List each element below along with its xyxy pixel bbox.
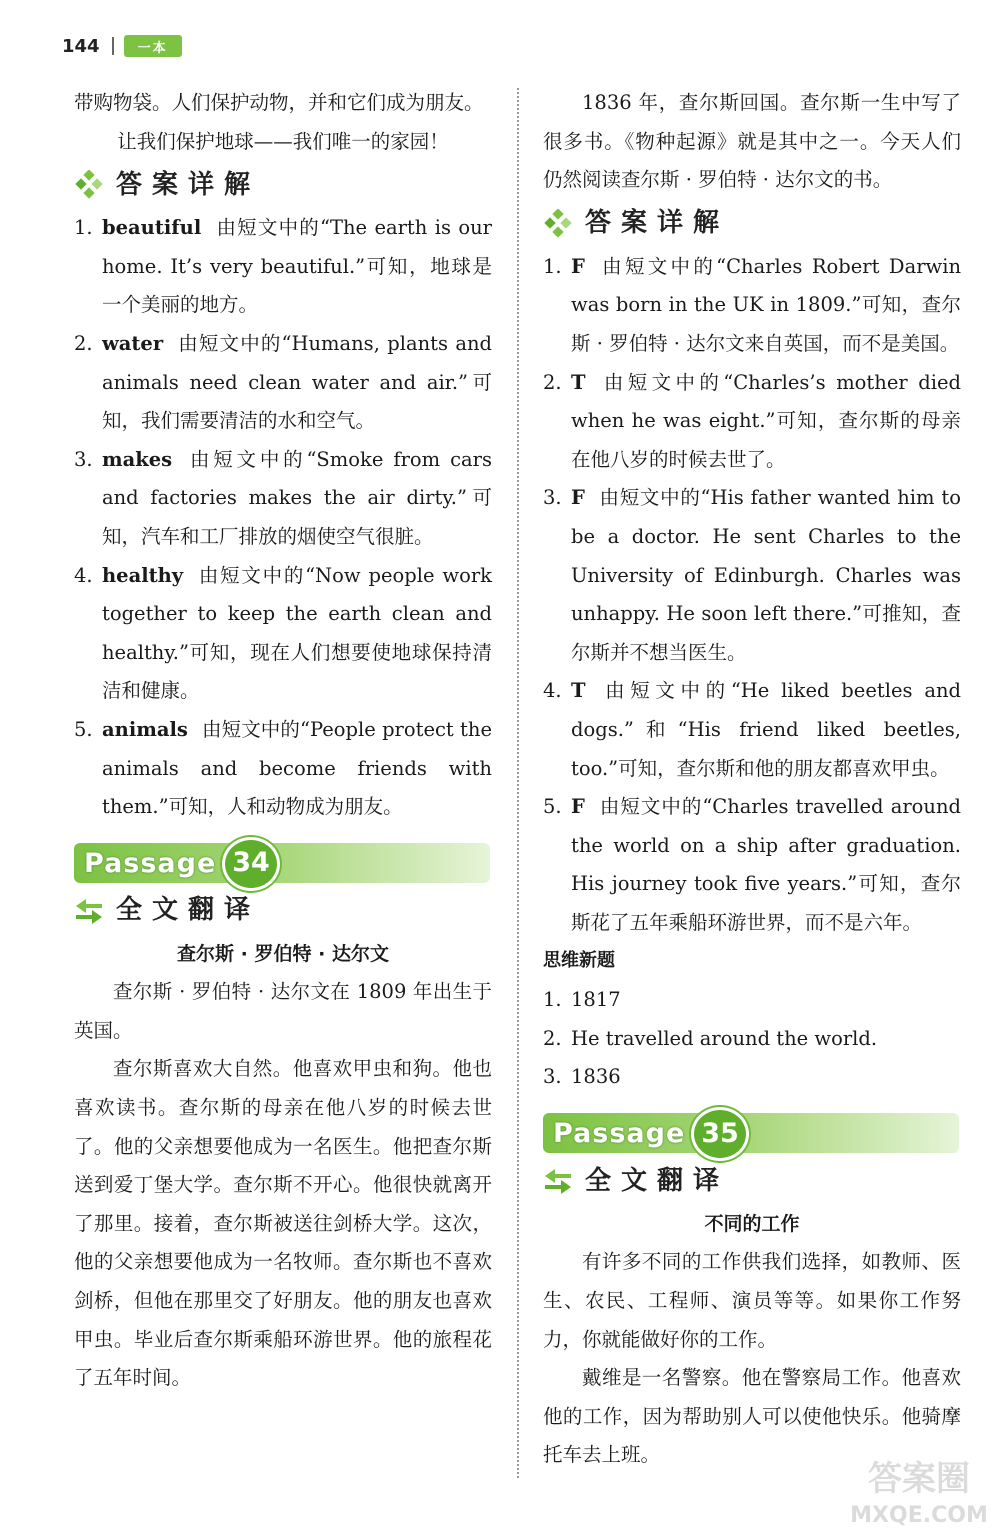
answer-word: animals — [102, 717, 188, 741]
diamond-cluster-icon — [74, 170, 104, 200]
answer-word: beautiful — [102, 216, 202, 240]
thinking-item — [543, 1020, 961, 1059]
series-badge: 一本 — [124, 35, 182, 57]
answer-number: 1. — [543, 254, 562, 278]
thinking-item — [543, 1058, 961, 1097]
passage-label: Passage — [84, 847, 217, 879]
translation-paragraph-2: 查尔斯喜欢大自然。他喜欢甲虫和狗。他也喜欢读书。查尔斯的母亲在他八岁的时候去世了。他的父亲想要他成为一名医生。他把查尔斯送到爱丁堡大学。查尔斯不开心。他很快就离开了那里。接着，查尔斯被送往剑桥大学。这次，他的父亲想要他成为一名牧师。查尔斯也不喜欢剑桥，但他在那里交了好朋友。他的朋友也喜欢甲虫。毕业后查尔斯乘船环游世界。他的旅程花了五年时间。 — [74, 1057, 492, 1390]
left-paragraph-2: 让我们保护地球——我们唯一的家园！ — [117, 129, 449, 153]
column-divider — [517, 88, 519, 1478]
header-divider — [112, 37, 114, 55]
answer-item — [74, 325, 492, 441]
answer-explanation: 由短文中的“Humans, plants and animals need clean water and air.”可知，我们需要清洁的水和空气。 — [102, 331, 492, 433]
answer-explanation: 由短文中的“Charles travelled around the world on a ship after graduation. His journey took five years.”可知，查尔斯花了五年乘船环游世界，而不是六年。 — [571, 795, 961, 934]
right-paragraph-1: 1836 年，查尔斯回国。查尔斯一生中写了很多书。《物种起源》就是其中之一。今天人们仍然阅读查尔斯 · 罗伯特 · 达尔文的书。 — [543, 91, 961, 192]
page-header — [62, 32, 182, 60]
answer-word: F — [571, 486, 585, 510]
translation-paragraph-1: 有许多不同的工作供我们选择，如教师、医生、农民、工程师、演员等等。如果你工作努力，你就能做好你的工作。 — [543, 1250, 961, 1351]
thinking-number: 1. — [543, 988, 562, 1012]
right-column — [543, 84, 961, 1475]
answer-explanation: 由短文中的“He liked beetles and dogs.”和“His friend liked beetles, too.”可知，查尔斯和他的朋友都喜欢甲虫。 — [571, 679, 961, 780]
thinking-answer: He travelled around the world. — [571, 1026, 878, 1050]
thinking-heading: 思维新题 — [543, 950, 615, 972]
answer-word: water — [102, 331, 164, 355]
answer-item — [543, 672, 961, 788]
watermark-line-2: MXQE.COM — [850, 1503, 988, 1528]
diamond-cluster-icon — [543, 209, 573, 239]
answer-explanation: 由短文中的“The earth is our home. It’s very beautiful.”可知，地球是一个美丽的地方。 — [102, 216, 492, 317]
translation-heading-text: 全文翻译 — [585, 1165, 730, 1196]
passage-number: 34 — [222, 837, 280, 891]
answer-word: healthy — [102, 563, 184, 587]
answer-explanation: 由短文中的“Charles Robert Darwin was born in the UK in 1809.”可知，查尔斯 · 罗伯特 · 达尔文来自英国，而不是美国。 — [571, 254, 961, 355]
left-column — [74, 84, 492, 1398]
watermark-line-1: 答案圈 — [868, 1459, 970, 1499]
answers-heading-right — [543, 202, 961, 246]
translation-heading-left — [74, 889, 492, 933]
passage-35-banner — [543, 1107, 961, 1155]
passage-34-banner — [74, 837, 492, 885]
answer-item — [543, 364, 961, 480]
answer-item — [74, 711, 492, 827]
answer-item — [543, 248, 961, 364]
answer-explanation: 由短文中的“People protect the animals and become friends with them.”可知，人和动物成为朋友。 — [102, 717, 492, 819]
translation-heading-text: 全文翻译 — [116, 895, 261, 926]
answer-number: 2. — [543, 370, 562, 394]
answer-number: 3. — [543, 486, 562, 510]
page-number: 144 — [62, 35, 100, 57]
answer-number: 5. — [74, 717, 93, 741]
answer-word: T — [571, 679, 586, 703]
answer-item — [74, 441, 492, 557]
answer-number: 2. — [74, 331, 93, 355]
swap-arrows-icon — [74, 896, 104, 926]
answer-number: 5. — [543, 795, 562, 819]
answer-explanation: 由短文中的“His father wanted him to be a doctor. He sent Charles to the University of Edinburgh. Charles was unhappy. He soon left there.”可推知，查尔斯并不想当医生。 — [571, 486, 961, 664]
answer-number: 4. — [543, 679, 562, 703]
thinking-number: 2. — [543, 1026, 562, 1050]
thinking-item — [543, 981, 961, 1020]
translation-title: 查尔斯 · 罗伯特 · 达尔文 — [177, 942, 389, 965]
translation-heading-right — [543, 1159, 961, 1203]
left-paragraph-1: 带购物袋。人们保护动物，并和它们成为朋友。 — [74, 91, 484, 114]
thinking-answer: 1817 — [571, 988, 621, 1012]
answer-item — [74, 557, 492, 711]
passage-number: 35 — [691, 1107, 749, 1161]
answers-heading-left — [74, 163, 492, 207]
answer-explanation: 由短文中的“Now people work together to keep the earth clean and healthy.”可知，现在人们想要使地球保持清洁和健康。 — [102, 563, 492, 703]
answer-explanation: 由短文中的“Charles’s mother died when he was eight.”可知，查尔斯的母亲在他八岁的时候去世了。 — [571, 370, 961, 471]
answer-number: 3. — [74, 447, 93, 471]
answers-heading-text: 答案详解 — [116, 169, 261, 200]
answer-word: F — [571, 795, 585, 819]
watermark-logo — [839, 1450, 999, 1530]
answers-heading-text: 答案详解 — [585, 208, 730, 239]
translation-title: 不同的工作 — [704, 1212, 800, 1235]
answer-item — [543, 479, 961, 672]
swap-arrows-icon — [543, 1166, 573, 1196]
passage-label: Passage — [553, 1117, 686, 1149]
answer-number: 4. — [74, 563, 93, 587]
translation-paragraph-1: 查尔斯 · 罗伯特 · 达尔文在 1809 年出生于英国。 — [74, 980, 492, 1042]
answer-item — [74, 209, 492, 325]
answer-word: T — [571, 370, 586, 394]
thinking-answer: 1836 — [571, 1065, 621, 1089]
answer-word: F — [571, 254, 585, 278]
answer-explanation: 由短文中的“Smoke from cars and factories makes the air dirty.”可知，汽车和工厂排放的烟使空气很脏。 — [102, 447, 492, 548]
translation-paragraph-2: 戴维是一名警察。他在警察局工作。他喜欢他的工作，因为帮助别人可以使他快乐。他骑摩托车去上班。 — [543, 1366, 961, 1467]
thinking-number: 3. — [543, 1065, 562, 1089]
answer-item — [543, 788, 961, 942]
answer-word: makes — [102, 447, 173, 471]
answer-number: 1. — [74, 216, 93, 240]
